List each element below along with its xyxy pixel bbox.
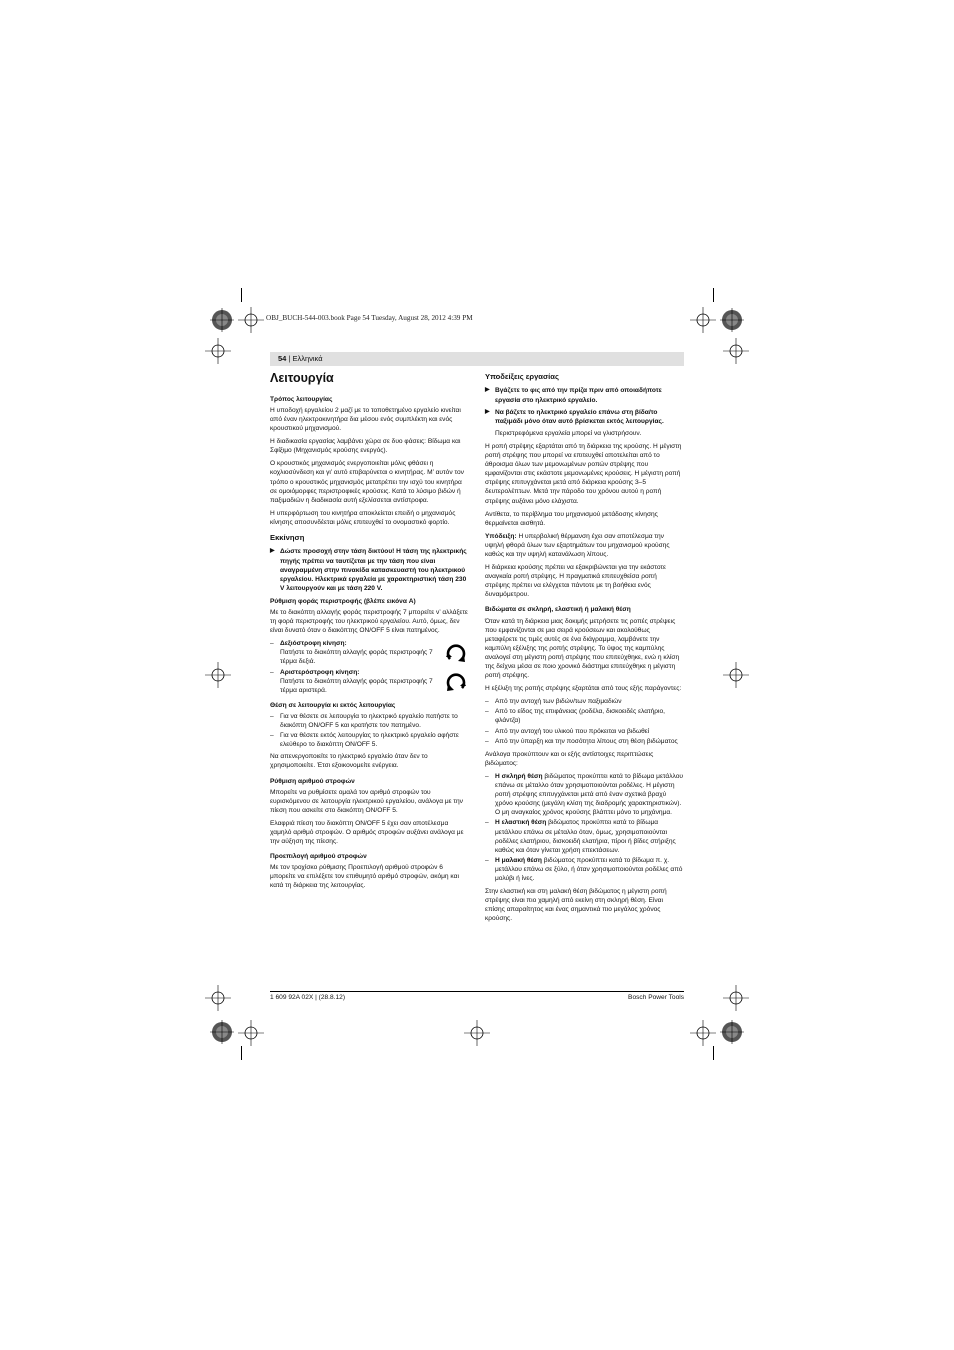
- clockwise-rotation-icon: [444, 641, 468, 665]
- slip-note: Περιστρεφόμενα εργαλεία μπορεί να γλιστρήσουν.: [495, 429, 642, 437]
- clockwise-text: Πατήστε το διακόπτη αλλαγής φοράς περιστροφής 7 τέρμα δεξιά.: [280, 649, 433, 666]
- crosshair-mark-bottom-center: [462, 1018, 492, 1048]
- soft-joint-item: [485, 856, 683, 883]
- torque-paragraph-4: Όταν κατά τη διάρκεια μιας δοκιμής μετρήσετε τις ροπές στρέψεις που εμφανίζονται σε μια σειρά κρούσεων και ακολούθως μεταφέρετε τις τιμές αυτές σε ένα διάγραμμα, λαμβάνετε την καμπύλη εξέλιξης της ροπής στρέψης. Το ύψος της καμπύλης αναλογεί στη μέγιστη ροπή στρέψης που επιτεύχθηκε, ενώ η κλίση της δείχνει μέσα σε ποιο χρονικό διάστημα επιτεύχθηκε η μέγιστη ροπή στρέψης.: [485, 617, 680, 680]
- mode-paragraph-3: Ο κρουστικός μηχανισμός ενεργοποιείται μόλις φθάσει η κοχλιοσύνδεση και γι’ αυτό επιβαρύνεται ο κινητήρας. Μ’ αυτόν τον τρόπο ο κρουστικός μηχανισμός μετατρέπει την ισχύ του κινητήρα σε ομοιόμορφες περιστροφικές κρούσεις. Κατά το λύσιμο βιδών ή παξιμαδιών η διαδικασία αυτή εξελίσσεται αντίστροφα.: [270, 460, 464, 504]
- speed-paragraph-2: Ελαφριά πίεση του διακόπτη ON/OFF 5 έχει σαν αποτέλεσμα χαμηλό αριθμό στροφών. Ο αριθμός στροφών αυξάνει ανάλογα με την αύξηση της πίεσης.: [270, 819, 464, 846]
- crosshair-mark-upper-left: [203, 336, 233, 366]
- factor-item: – Από την αντοχή των βιδών/των παξιμαδιών: [485, 697, 683, 706]
- crosshair-mark-top-right: [688, 305, 718, 335]
- hard-joint-item: [485, 772, 683, 817]
- elastic-joint-item: [485, 818, 683, 854]
- switch-on-item: – Για να θέσετε σε λειτουργία το ηλεκτρικό εργαλείο πατήστε το διακόπτη ON/OFF 5 και κρατήστε τον πατημένο.: [270, 712, 468, 730]
- crosshair-mark-lower-right: [721, 983, 751, 1013]
- elastic-joint-label: Η ελαστική θέση: [495, 819, 547, 827]
- right-column: [485, 372, 683, 927]
- crosshair-mark-mid-right: [721, 660, 751, 690]
- soft-joint-text: βιδώματος προκύπτει κατά το βίδωμα π. χ. μετάλλου επάνω σε ξύλο, ή όταν χρησιμοποιούνται ροδέλες από μολύβι ή ίνες.: [495, 856, 683, 882]
- footer-rule: [270, 991, 684, 992]
- torque-paragraph-2: Αντίθετα, το περίβλημα του μηχανισμού μετάδοσης κίνησης θερμαίνεται αισθητά.: [485, 510, 658, 527]
- preselect-heading: Προεπιλογή αριθμού στροφών: [270, 853, 367, 861]
- speed-heading: Ρύθμιση αριθμού στροφών: [270, 777, 355, 785]
- switch-off-item: – Για να θέσετε εκτός λειτουργίας το ηλεκτρικό εργαλείο αφήστε ελεύθερο το διακόπτη ON/OFF 5.: [270, 731, 468, 749]
- torque-paragraph-5: Η εξέλιξη της ροπής στρέψης εξαρτάται από τους εξής παράγοντες:: [485, 685, 682, 693]
- elastic-joint-text: βιδώματος προκύπτει κατά το βίδωμα μετάλλου επάνω σε μέταλλο όταν, όμως, χρησιμοποιούνται ροδέλες ελατήριου, δισκοειδή ελατήρια, πίροι ή βίδες στήριξης καθώς και όταν γίνεται χρήση επεκτάσεων.: [495, 819, 676, 854]
- counterclockwise-rotation-icon: [444, 670, 468, 694]
- unplug-warning: ▶ Βγάζετε το φις από την πρίζα πριν από οποιαδήποτε εργασία στο ηλεκτρικό εργαλείο.: [485, 386, 683, 404]
- crosshair-mark-lower-left: [203, 983, 233, 1013]
- torque-paragraph-3: Η διάρκεια κρούσης πρέπει να εξακριβώνεται για την εκάστοτε αναγκαία ροπή στρέψης. Η πραγματικά επιτευχθείσα ροπή στρέψης πρέπει να ελέγχεται πάντοτε με τη βοήθεια ενός δυναμόμετρου.: [485, 564, 666, 599]
- factor-item: – Από την ύπαρξη και την ποσότητα λίπους στη θέση βιδώματος: [485, 737, 683, 746]
- factor-item: – Από την αντοχή του υλικού που πρόκειται να βιδωθεί: [485, 727, 683, 736]
- clockwise-title: Δεξιόστροφη κίνηση:: [280, 640, 347, 648]
- note-text: Η υπερβολική θέρμανση έχει σαν αποτέλεσμα την υψηλή φθορά όλων των εξαρτημάτων του μηχανισμού κρούσης καθώς και την υψηλή κατανάλωση λίπους.: [485, 532, 670, 558]
- start-heading: Εκκίνηση: [270, 532, 305, 542]
- crosshair-mark-mid-left: [203, 660, 233, 690]
- header-separator: |: [286, 354, 293, 363]
- note-paragraph: [485, 532, 683, 559]
- mode-heading: Τρόπος λειτουργίας: [270, 395, 333, 403]
- registration-mark-bottom-left: [200, 1010, 244, 1054]
- note-label: Υπόδειξη:: [485, 532, 517, 540]
- registration-mark-bottom-right: [710, 1010, 754, 1054]
- left-column: [270, 372, 468, 895]
- torque-paragraph-6: Ανάλογα προκύπτουν και οι εξής αντίστοιχες περιπτώσεις βιδώματος:: [485, 750, 654, 767]
- rotation-heading: Ρύθμιση φοράς περιστροφής (βλέπε εικόνα A): [270, 597, 416, 605]
- page-header: [278, 354, 323, 363]
- crop-line: [713, 288, 714, 302]
- mode-paragraph-4: Η υπερφόρτωση του κινητήρα αποκλείεται επειδή ο μηχανισμός κίνησης αποσυνδέεται μόλις επιτευχθεί το ονομαστικό φορτίο.: [270, 509, 456, 526]
- footer-code: 1 609 92A 02X | (28.8.12): [270, 994, 346, 1001]
- onoff-paragraph: Να απενεργοποιείτε το ηλεκτρικό εργαλείο όταν δεν το χρησιμοποιείτε. Έτσι εξοικονομείτε ενέργεια.: [270, 753, 428, 770]
- torque-paragraph-7: Στην ελαστική και στη μαλακή θέση βιδώματος η μέγιστη ροπή στρέψης είναι πιο χαμηλή από εκείνη στη σκληρή θέση. Είναι επίσης απαραίτητος και ένας σημαντικά πιο μεγάλος χρόνος κρούσης.: [485, 888, 667, 923]
- factor-item: – Από το είδος της επιφάνειας (ροδέλα, δισκοειδές ελατήριο, φλάντζα): [485, 707, 683, 725]
- mode-paragraph-2: Η διαδικασία εργασίας λαμβάνει χώρα σε δυο φάσεις: Βίδωμα και Σφίξιμο (Μηχανισμός κρούσης ενεργός).: [270, 438, 461, 455]
- working-advice-heading: Υποδείξεις εργασίας: [485, 372, 559, 381]
- crosshair-mark-upper-right: [721, 336, 751, 366]
- hard-joint-text: βιδώματος προκύπτει κατά το βίδωμα μετάλλου επάνω σε μέταλλο όταν χρησιμοποιούνται ροδέλες. Η μέγιστη ροπή στρέψης επιτυγχάνεται μετά από έναν σχετικά βραχύ χρόνο κρούσης (μεγάλη κλίση της διαδρομής χαρακτηριστικών). Ο μη αναγκαίος χρόνος κρούσης βλάπτει μόνο το μηχάνημα.: [495, 772, 684, 817]
- mode-paragraph-1: Η υποδοχή εργαλείου 2 μαζί με το τοποθετημένο εργαλείο κινείται από έναν ηλεκτροκινητήρα δια μέσου ενός συμπλέκτη και ενός κρουστικού μηχανισμού.: [270, 406, 461, 433]
- soft-joint-label: Η μαλακή θέση: [495, 856, 542, 864]
- hard-joint-label: Η σκληρή θέση: [495, 772, 543, 780]
- crop-line: [241, 1046, 242, 1060]
- crosshair-mark-top-left: [236, 305, 266, 335]
- crop-line: [713, 1046, 714, 1060]
- crop-line: [241, 288, 242, 302]
- footer-brand: Bosch Power Tools: [628, 994, 684, 1001]
- counterclockwise-item: [270, 668, 468, 695]
- preselect-paragraph: Με τον τροχίσκο ρύθμισης Προεπιλογή αριθμού στροφών 6 μπορείτε να επιλέξετε τον επιθυμητό αριθμό στροφών, ακόμη και κατά τη διάρκεια της λειτουργίας.: [270, 864, 459, 890]
- counterclockwise-text: Πατήστε το διακόπτη αλλαγής φοράς περιστροφής 7 τέρμα αριστερά.: [280, 677, 433, 694]
- joints-heading: Βιδώματα σε σκληρή, ελαστική ή μαλακή θέση: [485, 606, 631, 614]
- header-language: Ελληνικά: [292, 354, 323, 363]
- counterclockwise-title: Αριστερόστροφη κίνηση:: [280, 668, 360, 676]
- torque-paragraph-1: Η ροπή στρέψης εξαρτάται από τη διάρκεια της κρούσης. Η μέγιστη ροπή στρέψης που μπορεί να επιτευχθεί αποτελείται από το άθροισμα όλων των μεμονωμένων ροπών στρέψης που εμφανίζονται στις εκάστοτε μεμονωμένες κρούσεις. Η μέγιστη ροπή στρέψης επιτυγχάνεται μετά από διάρκεια κρούσης 3–5 δευτερολέπτων. Μετά την πάροδο του χρόνου αυτού η ροπή στρέψης αυξάνει μόνο ελάχιστα.: [485, 442, 682, 505]
- page-header-bar: [270, 352, 684, 366]
- section-title: Λειτουργία: [270, 371, 334, 385]
- onoff-heading: Θέση σε λειτουργία κι εκτός λειτουργίας: [270, 701, 396, 709]
- page-number: 54: [278, 354, 287, 363]
- speed-paragraph-1: Μπορείτε να ρυθμίσετε ομαλά τον αριθμό στροφών του ευρισκόμενου σε λειτουργία ηλεκτρικού εργαλείου, ανάλογα με την πίεση που ασκείτε στο διακόπτη ON/OFF 5.: [270, 788, 463, 814]
- voltage-warning: ▶ Δώστε προσοχή στην τάση δικτύου! Η τάση της ηλεκτρικής πηγής πρέπει να ταυτίζεται με την τάση που είναι αναγραμμένη στην πινακίδα κατασκευαστή του ηλεκτρικού εργαλείου. Ηλεκτρικά εργαλεία με χαρακτηριστική τάση 230 V λειτουργούν και με τάση 220 V.: [270, 547, 468, 592]
- switch-off-warning: ▶ Να βάζετε το ηλεκτρικό εργαλείο επάνω στη βίδα/το παξιμάδι μόνο όταν αυτό βρίσκεται εκτός λειτουργίας.: [485, 408, 683, 426]
- rotation-paragraph: Με το διακόπτη αλλαγής φοράς περιστροφής 7 μπορείτε ν’ αλλάξετε τη φορά περιστροφής του ηλεκτρικού εργαλείου. Αυτό, όμως, δεν είναι δυνατό όταν ο διακόπτης ON/OFF 5 είναι πατημένος.: [270, 609, 468, 635]
- print-header: OBJ_BUCH-544-003.book Page 54 Tuesday, August 28, 2012 4:39 PM: [266, 314, 473, 322]
- clockwise-item: [270, 639, 468, 666]
